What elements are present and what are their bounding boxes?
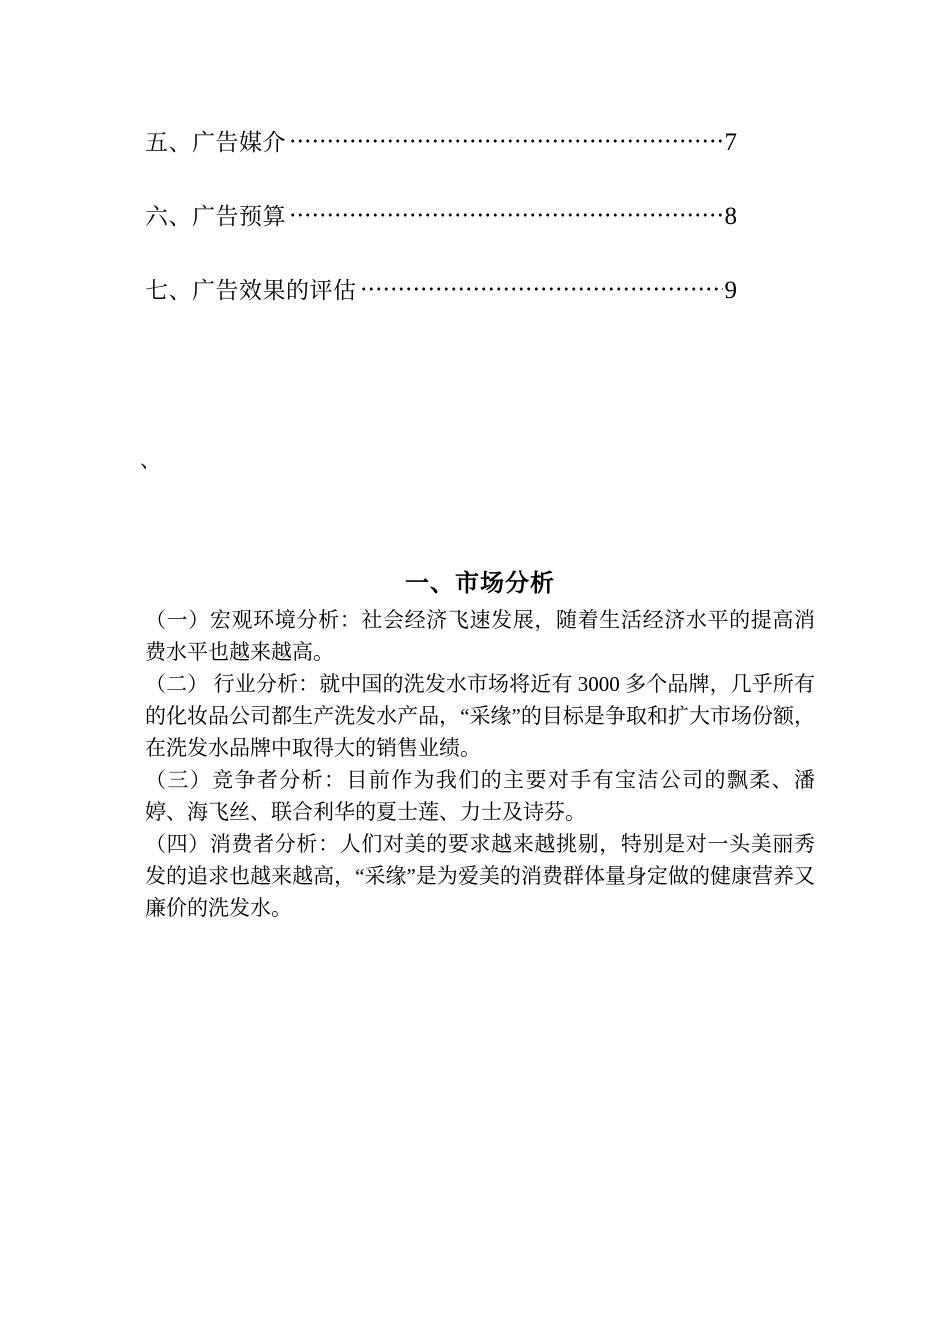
toc-dot-leader — [289, 137, 723, 145]
toc-entry-label: 五、广告媒介 — [145, 130, 286, 155]
toc-page-number: 9 — [724, 277, 737, 304]
toc-page-number: 8 — [724, 203, 737, 230]
toc-entry — [145, 128, 737, 158]
body-paragraph: （四）消费者分析：人们对美的要求越来越挑剔，特别是对一头美丽秀发的追求也越来越高，“采缘”是为爱美的消费群体量身定做的健康营养又廉价的洗发水。 — [145, 832, 815, 920]
body-paragraph: （一）宏观环境分析：社会经济飞速发展，随着生活经济水平的提高消费水平也越来越高。 — [145, 608, 815, 664]
toc-entry — [145, 202, 737, 232]
body-paragraph: （二） 行业分析：就中国的洗发水市场将近有 3000 多个品牌，几乎所有的化妆品公司都生产洗发水产品，“采缘”的目标是争取和扩大市场份额，在洗发水品牌中取得大的销售业绩。 — [145, 672, 815, 760]
toc-dot-leader — [360, 285, 723, 293]
toc-dot-leader — [289, 211, 723, 219]
toc-entry — [145, 276, 737, 306]
toc-entry-label: 六、广告预算 — [145, 204, 286, 229]
section-heading: 一、市场分析 — [405, 571, 555, 597]
body-paragraph: （三）竞争者分析：目前作为我们的主要对手有宝洁公司的飘柔、潘婷、海飞丝、联合利华的夏士莲、力士及诗芬。 — [145, 768, 815, 824]
section-market-analysis — [145, 566, 815, 924]
toc-page-number: 7 — [724, 129, 737, 156]
table-of-contents — [145, 128, 737, 306]
section-body — [145, 604, 815, 924]
toc-entry-label: 七、广告效果的评估 — [145, 278, 357, 303]
stray-punctuation-mark: 、 — [140, 448, 161, 472]
